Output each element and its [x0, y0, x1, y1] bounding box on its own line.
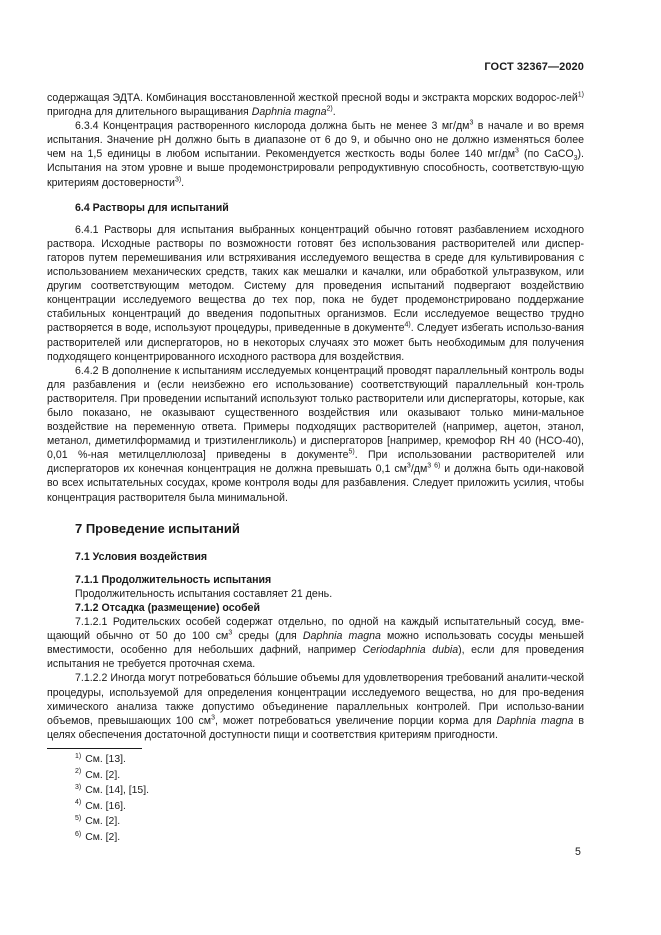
footnotes: [75, 753, 149, 847]
species-name: Daphnia magna: [302, 630, 381, 643]
footnote-item: $^{5)}$ См. [2].: [75, 814, 121, 828]
paragraph-6-4-2: 6.4.2 В дополнение к испытаниям исследуемых концентраций проводят параллельный контроль воды для разбавления и (если неизбежно его использование) соответствующий параллельный кон-троль растворителя. При проведении испытаний используют только растворители или диспергаторы, которые, как было показано, не оказывают существенного воздействия или оказывают только мини-мальное воздействие на переменную ответа. Примеры подходящих растворителей (например, ацетон, этанол, метанол, диметилформамид и триэтиленгликоль) и диспергаторов [например, кремофор RH 40 (HCO-40), 0,01 %-ная метилцеллюлоза] приведены в документе$^{5)}$. При использовании растворителей или диспергаторов их конечная концентрация не должна превышать 0,1 $см^3/дм^{3 6)}$ и должна быть оди-наковой во всех испытательных сосудах, кроме контроля воды для разбавления. Следует приложить усилия, чтобы концентрация растворителя была минимальной.: [47, 364, 585, 504]
species-name: Daphnia magna: [496, 714, 574, 727]
standard-number-header: ГОСТ 32367—2020: [484, 61, 584, 73]
footnote-separator: [47, 748, 142, 749]
section-heading-6-4: 6.4 Растворы для испытаний: [75, 201, 229, 214]
species-name: Daphnia magna: [251, 106, 327, 119]
footnote-item: $^{2)}$ См. [2].: [75, 768, 121, 781]
page-number: 5: [575, 846, 581, 858]
footnote-item: $^{6)}$ См. [2].: [75, 830, 121, 843]
paragraph-7-1-1: Продолжительность испытания составляет 21 день.: [75, 587, 333, 600]
paragraph-6-4-1: 6.4.1 Растворы для испытания выбранных концентраций обычно готовят разбавлением исходного раствора. Исходные растворы по возможности готовят без использования растворителей или диспер-гаторов путем перемешивания или встряхивания исследуемого вещества в среде для культивирования с использованием механических средств, таких как мешалки и качалки, или обработкой ультразвуком, или другим соответствующим методом. Систему для проведения испытаний подвергают воздействию концентрации исследуемого вещества до тех пор, пока не будет продемонстрировано поддержание стабильных концентраций до введения подопытных организмов. Если исследуемое вещество трудно растворяется в воде, используют процедуры, приведенные в документе$^{4)}$. Следует избегать использо-вания растворителей или диспергаторов, но в некоторых случаях это может быть необходимым для получения подходящего концентрированного исходного раствора для воздействия.: [47, 223, 585, 363]
footnote-item: $^{1)}$ См. [13].: [75, 752, 126, 765]
section-heading-7-1-1: 7.1.1 Продолжительность испытания: [75, 573, 272, 586]
section-heading-7-1: 7.1 Условия воздействия: [75, 550, 208, 563]
paragraph-6-3-4: 6.3.4 Концентрация растворенного кислорода должна быть не менее 3 $мг/дм^3$ в начале и во время испытания. Значение pH должно быть в диапазоне от 6 до 9, и обычно оно не должно изменяться более чем на 1,5 единицы в любом испытании. Рекомендуется жесткость воды более 140 $мг/дм^3$ (по CaCO$_3$). Испытания на этом уровне и выше продемонстрировали репродуктивную способность, соответствую-щую критериям достоверности$^{3)}$.: [47, 119, 584, 189]
footnote-ref: 1): [577, 91, 584, 99]
section-heading-7: 7 Проведение испытаний: [75, 520, 240, 536]
paragraph-continued: содержащая ЭДТА. Комбинация восстановленной жесткой пресной воды и экстракта морских водорос-лей$^{1)}$ пригодна для длительного выращивания Daphnia magna$^{2)}$.: [47, 91, 584, 119]
footnote-ref: 5): [348, 448, 355, 456]
footnote-ref: 2): [326, 105, 333, 113]
species-name: Ceriodaphnia dubia: [362, 644, 459, 657]
footnote-ref: 3): [174, 176, 182, 184]
footnote-item: $^{4)}$ См. [16].: [75, 799, 126, 812]
footnote-ref: 4): [404, 321, 411, 329]
paragraph-7-1-2-2: 7.1.2.2 Иногда могут потребоваться бо́льшие объемы для удовлетворения требований аналити-ческой процедуры, используемой для определения концентрации исследуемого вещества, но для про-ведения химического анализа также допустимо объединение параллельных контролей. При использо-вании объемов, превышающих 100 $см^3$, может потребоваться увеличение порции корма для Daphnia magna в целях обеспечения достаточной доступности пищи и соответствия критериям пригодности.: [47, 672, 584, 741]
paragraph-7-1-2-1: 7.1.2.1 Родительских особей содержат отдельно, по одной на каждый испытательный сосуд, вме-щающий обычно от 50 до 100 $см^3$ среды (для Daphnia magna можно использовать сосуды меньшей вместимости, особенно для небольших дафний, например Ceriodaphnia dubia), если для проведения испытания не требуется проточная схема.: [47, 616, 584, 671]
main-text: [47, 91, 584, 742]
footnote-ref: 3 6): [427, 462, 441, 470]
section-heading-7-1-2: 7.1.2 Отсадка (размещение) особей: [75, 602, 261, 614]
footnote-item: $^{3)}$ См. [14], [15].: [75, 783, 149, 797]
